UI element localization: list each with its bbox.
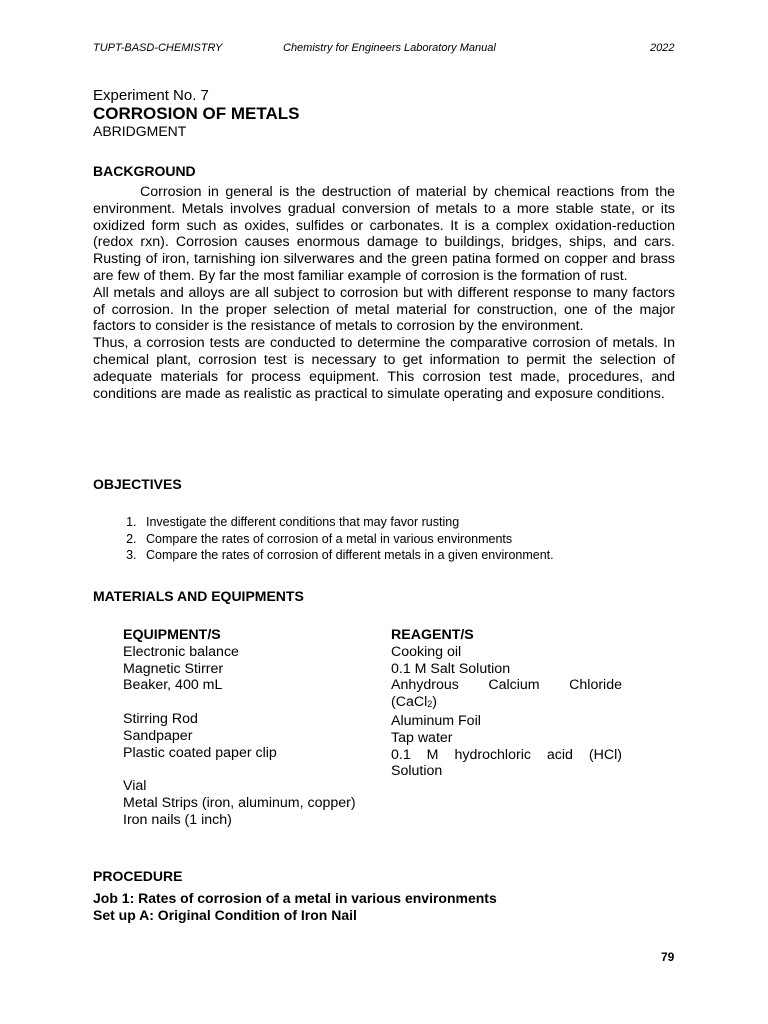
- equipment-item: Metal Strips (iron, aluminum, copper): [123, 794, 356, 811]
- reagent-item: Cooking oil: [391, 643, 462, 660]
- experiment-subtitle: ABRIDGMENT: [93, 123, 187, 139]
- header-left: TUPT-BASD-CHEMISTRY: [93, 42, 223, 54]
- background-body: [93, 184, 675, 402]
- equipment-item: Magnetic Stirrer: [123, 660, 224, 677]
- background-heading: BACKGROUND: [93, 163, 196, 179]
- procedure-heading: PROCEDURE: [93, 868, 183, 884]
- spacer: [123, 694, 383, 711]
- header-right: 2022: [650, 42, 675, 54]
- equipment-item: Plastic coated paper clip: [123, 744, 277, 761]
- page-number: 79: [661, 950, 675, 964]
- reagent-item: 0.1 M hydrochloric acid (HCl): [391, 746, 622, 763]
- objectives-list: [100, 514, 554, 564]
- experiment-title: CORROSION OF METALS: [93, 104, 300, 123]
- reagent-item: Aluminum Foil: [391, 712, 481, 729]
- objective-item: 3. Compare the rates of corrosion of different metals in a given environment.: [140, 547, 554, 564]
- equipment-heading: EQUIPMENT/S: [123, 627, 221, 643]
- reagent-item: Anhydrous Calcium Chloride: [391, 677, 622, 694]
- reagent-heading: REAGENT/S: [391, 627, 474, 643]
- background-paragraph: Thus, a corrosion tests are conducted to determine the comparative corrosion of metals. In chemical plant, corrosion test is necessary to get information to permit the selection of adequate materials for process equipment. This corrosion test made, procedures, and conditions are made as realistic as practical to simulate operating and exposure conditions.: [93, 335, 675, 402]
- reagent-item: Solution: [391, 763, 443, 780]
- equipment-item: Vial: [123, 778, 147, 795]
- materials-heading: MATERIALS AND EQUIPMENTS: [93, 588, 304, 604]
- reagent-formula: (CaCl$_2$): [391, 694, 438, 711]
- equipment-item: Stirring Rod: [123, 710, 198, 727]
- equipment-item: Sandpaper: [123, 727, 193, 744]
- objective-item: 1. Investigate the different conditions that may favor rusting: [140, 514, 554, 531]
- job-1-title: Job 1: Rates of corrosion of a metal in various environments: [93, 890, 497, 906]
- setup-a-title: Set up A: Original Condition of Iron Nail: [93, 907, 357, 923]
- experiment-number: Experiment No. 7: [93, 87, 209, 104]
- equipment-item: Electronic balance: [123, 643, 239, 660]
- reagent-item: 0.1 M Salt Solution: [391, 660, 511, 677]
- equipment-item: Beaker, 400 mL: [123, 677, 223, 694]
- reagent-item: Tap water: [391, 729, 453, 746]
- header-center: Chemistry for Engineers Laboratory Manual: [283, 42, 496, 54]
- reagent-column: [391, 627, 622, 780]
- background-paragraph: Corrosion in general is the destruction of material by chemical reactions from the environment. Metals involves gradual conversion of metals to a more stable state, or its oxidized form such as oxides, sulfides or carbonates. It is a complex oxidation-reduction (redox rxn). Corrosion causes enormous damage to buildings, bridges, ships, and cars. Rusting of iron, tarnishing ion silverwares and the green patina formed on copper and brass are few of them. By far the most familiar example of corrosion is the formation of rust.: [93, 184, 675, 284]
- spacer: [123, 761, 383, 778]
- objectives-heading: OBJECTIVES: [93, 476, 182, 492]
- equipment-column: [123, 627, 383, 829]
- background-paragraph: All metals and alloys are all subject to corrosion but with different response to many factors of corrosion. In the proper selection of metal material for construction, one of the major factors to consider is the resistance of metals to corrosion by the environment.: [93, 284, 675, 335]
- objective-item: 2. Compare the rates of corrosion of a metal in various environments: [140, 531, 554, 548]
- equipment-item: Iron nails (1 inch): [123, 811, 232, 828]
